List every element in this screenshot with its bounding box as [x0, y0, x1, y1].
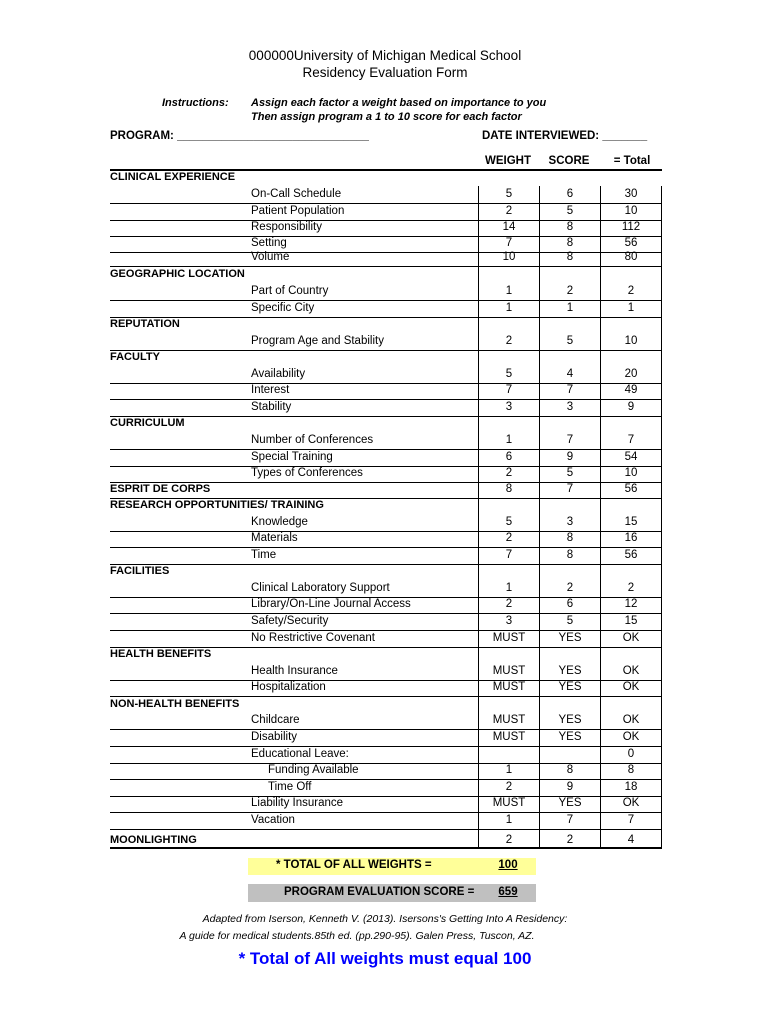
row-label: Educational Leave: — [251, 748, 349, 760]
row-label: Childcare — [251, 714, 300, 726]
total-weights-box — [248, 858, 536, 875]
row-divider — [110, 350, 662, 351]
section-health-benefits: HEALTH BENEFITS — [110, 648, 212, 660]
row-weight-cell[interactable]: 3 — [505, 615, 513, 627]
row-weight-cell[interactable]: 2 — [505, 834, 513, 846]
row-total-cell: 9 — [627, 401, 635, 413]
row-label: Vacation — [251, 814, 295, 826]
row-weight-cell[interactable]: 2 — [505, 205, 513, 217]
row-label: Patient Population — [251, 205, 345, 217]
row-score-cell[interactable]: 6 — [566, 188, 574, 200]
row-weight-cell[interactable]: 2 — [505, 532, 513, 544]
row-label: Time Off — [268, 781, 312, 793]
row-score-cell[interactable]: 8 — [566, 764, 574, 776]
row-total-cell: 56 — [624, 549, 638, 561]
row-divider — [110, 416, 662, 417]
row-weight-cell[interactable]: MUST — [492, 714, 526, 726]
row-weight-cell[interactable]: 5 — [505, 368, 513, 380]
row-total-cell: OK — [622, 731, 640, 743]
section-reputation: REPUTATION — [110, 318, 180, 330]
section-geographic-location: GEOGRAPHIC LOCATION — [110, 268, 245, 280]
row-score-cell[interactable]: 2 — [566, 834, 574, 846]
row-weight-cell[interactable]: 1 — [505, 814, 513, 826]
row-weight-cell[interactable]: 1 — [505, 582, 513, 594]
row-weight-cell[interactable]: 2 — [505, 781, 513, 793]
row-score-cell[interactable]: YES — [558, 714, 582, 726]
row-score-cell[interactable]: 3 — [566, 516, 574, 528]
row-total-cell: 2 — [627, 285, 635, 297]
row-label: Library/On-Line Journal Access — [251, 598, 411, 610]
total-weights-label: * TOTAL OF ALL WEIGHTS = — [276, 859, 432, 871]
row-total-cell: 7 — [627, 814, 635, 826]
row-weight-cell[interactable]: 3 — [505, 401, 513, 413]
row-label: Materials — [251, 532, 298, 544]
row-weight-cell[interactable]: 6 — [505, 451, 513, 463]
row-label: Availability — [251, 368, 306, 380]
row-weight-cell[interactable]: MUST — [492, 797, 526, 809]
row-score-cell[interactable]: 2 — [566, 285, 574, 297]
row-weight-cell[interactable]: 2 — [505, 598, 513, 610]
row-label: Disability — [251, 731, 298, 743]
row-score-cell[interactable]: 5 — [566, 335, 574, 347]
row-total-cell: 54 — [624, 451, 638, 463]
row-total-cell: 8 — [627, 764, 635, 776]
date-interviewed-field[interactable]: DATE INTERVIEWED: _______ — [482, 130, 648, 142]
row-divider — [110, 779, 662, 780]
row-weight-cell[interactable]: 1 — [505, 302, 513, 314]
row-total-cell: OK — [622, 797, 640, 809]
section-esprit-de-corps: ESPRIT DE CORPS — [110, 483, 211, 495]
row-divider — [110, 829, 662, 830]
section-curriculum: CURRICULUM — [110, 417, 185, 429]
form-title-line1: 000000University of Michigan Medical School — [248, 48, 522, 63]
row-total-cell: 18 — [624, 781, 638, 793]
row-score-cell[interactable]: 1 — [566, 302, 574, 314]
row-score-cell[interactable]: 5 — [566, 205, 574, 217]
row-divider — [110, 630, 662, 631]
row-total-cell: 16 — [624, 532, 638, 544]
row-weight-cell[interactable]: 14 — [502, 221, 516, 233]
row-divider — [110, 203, 662, 204]
row-label: Setting — [251, 237, 287, 249]
row-score-cell[interactable]: 8 — [566, 221, 574, 233]
row-weight-cell[interactable]: 5 — [505, 516, 513, 528]
row-total-cell: 15 — [624, 615, 638, 627]
row-total-cell: 15 — [624, 516, 638, 528]
row-total-cell: 12 — [624, 598, 638, 610]
row-weight-cell[interactable]: 7 — [505, 237, 513, 249]
score-column-header: SCORE — [548, 155, 590, 167]
row-label: Responsibility — [251, 221, 322, 233]
program-field[interactable]: PROGRAM: ______________________________ — [110, 130, 369, 142]
row-divider — [110, 613, 662, 614]
row-label: Volume — [251, 251, 290, 263]
row-total-cell: 2 — [627, 582, 635, 594]
row-score-cell[interactable]: 8 — [566, 532, 574, 544]
row-weight-cell[interactable]: 7 — [505, 549, 513, 561]
instructions-line1: Assign each factor a weight based on importance to you — [251, 97, 547, 109]
row-score-cell[interactable]: 8 — [566, 549, 574, 561]
row-score-cell[interactable]: 5 — [566, 467, 574, 479]
row-total-cell: 49 — [624, 384, 638, 396]
section-research: RESEARCH OPPORTUNITIES/ TRAINING — [110, 499, 324, 511]
row-label: Hospitalization — [251, 681, 326, 693]
row-label: Funding Available — [268, 764, 359, 776]
section-faculty: FACULTY — [110, 351, 160, 363]
row-total-cell: 56 — [624, 483, 638, 495]
row-weight-cell[interactable]: 7 — [505, 384, 513, 396]
row-label: Health Insurance — [251, 665, 338, 677]
program-score-box — [248, 884, 536, 902]
row-label: Clinical Laboratory Support — [251, 582, 390, 594]
row-divider — [110, 547, 662, 548]
row-weight-cell[interactable]: 8 — [505, 483, 513, 495]
row-divider — [110, 317, 662, 318]
row-label: Special Training — [251, 451, 333, 463]
row-score-cell[interactable]: 6 — [566, 598, 574, 610]
row-label: Types of Conferences — [251, 467, 363, 479]
row-weight-cell[interactable]: 2 — [505, 335, 513, 347]
row-label: Number of Conferences — [251, 434, 374, 446]
row-label: No Restrictive Covenant — [251, 632, 375, 644]
row-total-cell: OK — [622, 632, 640, 644]
citation-line1: Adapted from Iserson, Kenneth V. (2013). Isersons's Getting Into A Residency: — [202, 913, 568, 925]
row-label: Time — [251, 549, 277, 561]
row-weight-cell[interactable]: MUST — [492, 681, 526, 693]
row-label: Liability Insurance — [251, 797, 344, 809]
row-score-cell[interactable]: 5 — [566, 615, 574, 627]
program-score-label: PROGRAM EVALUATION SCORE = — [284, 886, 475, 898]
row-score-cell[interactable]: 8 — [566, 237, 574, 249]
instructions-line2: Then assign program a 1 to 10 score for each factor — [251, 111, 522, 123]
row-weight-cell[interactable]: MUST — [492, 665, 526, 677]
row-total-cell: 10 — [624, 467, 638, 479]
row-score-cell[interactable]: YES — [558, 797, 582, 809]
row-total-cell: 1 — [627, 302, 635, 314]
row-weight-cell[interactable]: 5 — [505, 188, 513, 200]
row-label: Specific City — [251, 302, 315, 314]
row-score-cell[interactable]: 9 — [566, 781, 574, 793]
row-total-cell: 10 — [624, 335, 638, 347]
instructions-label: Instructions: — [162, 97, 229, 109]
row-label: Stability — [251, 401, 292, 413]
row-weight-cell[interactable]: 1 — [505, 434, 513, 446]
row-total-cell: OK — [622, 665, 640, 677]
row-score-cell[interactable]: 3 — [566, 401, 574, 413]
row-total-cell: 20 — [624, 368, 638, 380]
row-label: Part of Country — [251, 285, 329, 297]
row-score-cell[interactable]: 8 — [566, 251, 574, 263]
row-total-cell: OK — [622, 714, 640, 726]
row-divider — [110, 564, 662, 565]
row-total-cell: OK — [622, 681, 640, 693]
row-total-cell: 4 — [627, 834, 635, 846]
form-title-line2: Residency Evaluation Form — [302, 65, 468, 80]
section-facilities: FACILITIES — [110, 565, 170, 577]
section-clinical-experience: CLINICAL EXPERIENCE — [110, 171, 236, 183]
row-score-cell[interactable]: YES — [558, 731, 582, 743]
row-label: Program Age and Stability — [251, 335, 384, 347]
row-score-cell[interactable]: 7 — [566, 384, 574, 396]
row-total-cell: 7 — [627, 434, 635, 446]
row-score-cell[interactable]: 9 — [566, 451, 574, 463]
weights-note: * Total of All weights must equal 100 — [238, 949, 532, 968]
row-weight-cell[interactable]: 1 — [505, 285, 513, 297]
total-weights-value: 100 — [498, 859, 518, 871]
row-weight-cell[interactable]: MUST — [492, 731, 526, 743]
row-total-cell: 112 — [621, 221, 641, 233]
row-weight-cell[interactable]: MUST — [492, 632, 526, 644]
row-divider — [110, 696, 662, 697]
footer-rule — [110, 847, 662, 849]
row-label: On-Call Schedule — [251, 188, 342, 200]
row-divider — [110, 812, 662, 813]
row-score-cell[interactable]: 2 — [566, 582, 574, 594]
row-label: Safety/Security — [251, 615, 329, 627]
row-label: Interest — [251, 384, 290, 396]
row-divider — [110, 300, 662, 301]
row-divider — [110, 498, 662, 499]
row-score-cell[interactable]: YES — [558, 632, 582, 644]
row-divider — [110, 399, 662, 400]
row-label: Knowledge — [251, 516, 308, 528]
row-total-cell: 10 — [624, 205, 638, 217]
section-non-health-benefits: NON-HEALTH BENEFITS — [110, 698, 240, 710]
citation-line2: A guide for medical students.85th ed. (pp.290-95). Galen Press, Tuscon, AZ. — [179, 930, 535, 942]
row-divider — [110, 746, 662, 747]
row-total-cell: 80 — [624, 251, 638, 263]
total-column-header: = Total — [613, 155, 651, 167]
row-divider — [110, 449, 662, 450]
column-divider — [661, 186, 662, 848]
row-divider — [110, 729, 662, 730]
row-total-cell: 0 — [627, 748, 635, 760]
row-total-cell: 30 — [624, 188, 638, 200]
weight-column-header: WEIGHT — [485, 155, 531, 167]
section-moonlighting: MOONLIGHTING — [110, 834, 197, 846]
program-score-value: 659 — [498, 886, 518, 898]
row-weight-cell[interactable]: 2 — [505, 467, 513, 479]
row-total-cell: 56 — [624, 237, 638, 249]
row-weight-cell[interactable]: 1 — [505, 764, 513, 776]
row-score-cell[interactable]: 7 — [566, 434, 574, 446]
row-score-cell[interactable]: YES — [558, 665, 582, 677]
row-divider — [110, 647, 662, 648]
row-score-cell[interactable]: 7 — [566, 483, 574, 495]
row-score-cell[interactable]: YES — [558, 681, 582, 693]
row-weight-cell[interactable]: 10 — [502, 251, 516, 263]
row-score-cell[interactable]: 7 — [566, 814, 574, 826]
row-divider — [110, 266, 662, 267]
row-score-cell[interactable]: 4 — [566, 368, 574, 380]
